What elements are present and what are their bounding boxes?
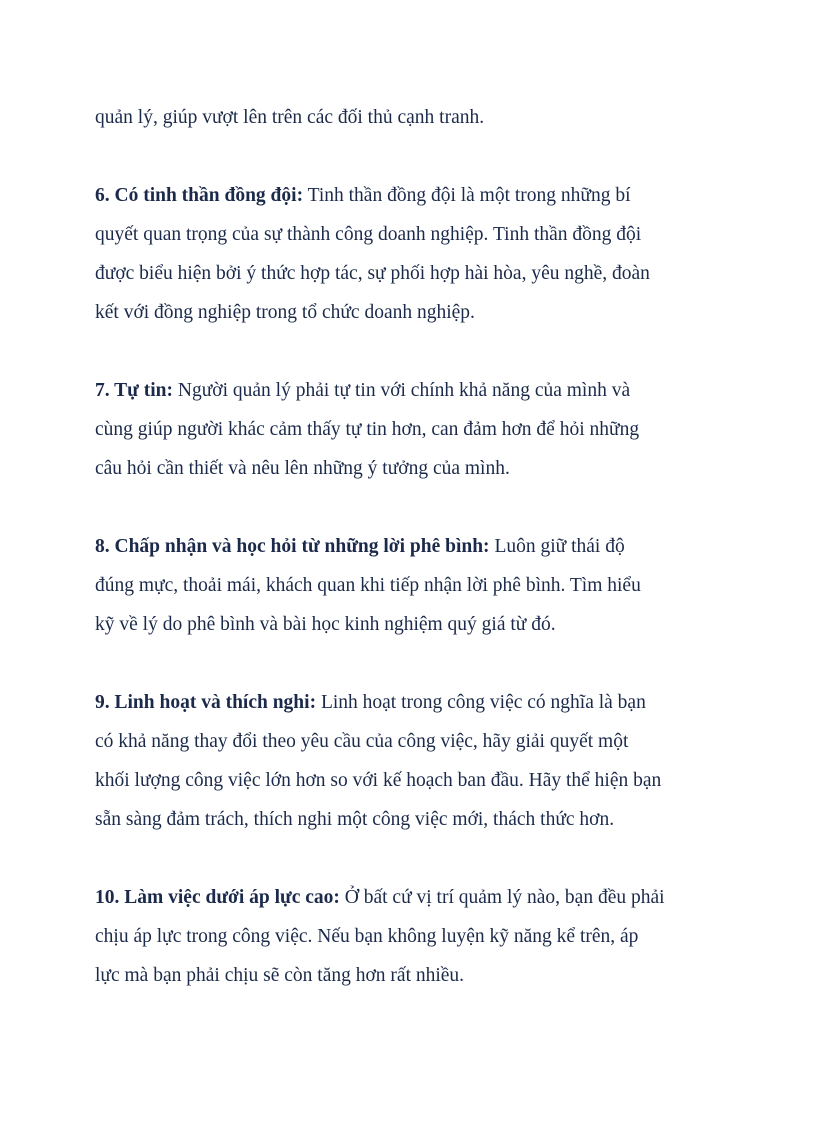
section-line: [95, 527, 735, 566]
intro-line: quản lý, giúp vượt lên trên các đối thủ cạnh tranh.: [95, 107, 485, 128]
section-8-heading: 8. Chấp nhận và học hỏi từ những lời phê bình:: [95, 536, 490, 557]
section-10-paragraph: [95, 878, 735, 995]
section-10-text: Ở bất cứ vị trí quảm lý nào, bạn đều phải: [339, 887, 665, 908]
section-line: [95, 371, 735, 410]
document-body: [95, 98, 735, 1034]
section-line: kỹ về lý do phê bình và bài học kinh nghiệm quý giá từ đó.: [95, 614, 556, 635]
section-8-paragraph: [95, 527, 735, 644]
section-line: [95, 176, 735, 215]
section-line: sẵn sàng đảm trách, thích nghi một công việc mới, thách thức hơn.: [95, 809, 615, 830]
section-line: lực mà bạn phải chịu sẽ còn tăng hơn rất nhiều.: [95, 965, 465, 986]
section-line: [95, 878, 735, 917]
section-line: câu hỏi cần thiết và nêu lên những ý tưởng của mình.: [95, 458, 510, 479]
section-9-paragraph: [95, 683, 735, 839]
section-8-text: Luôn giữ thái độ: [489, 536, 625, 557]
section-line: quyết quan trọng của sự thành công doanh nghiệp. Tinh thần đồng đội: [95, 224, 642, 245]
section-6-heading: 6. Có tinh thần đồng đội:: [95, 185, 304, 206]
section-line: được biểu hiện bởi ý thức hợp tác, sự phối hợp hài hòa, yêu nghề, đoàn: [95, 263, 650, 284]
intro-paragraph: [95, 98, 735, 137]
section-6-paragraph: [95, 176, 735, 332]
section-9-text: Linh hoạt trong công việc có nghĩa là bạn: [316, 692, 646, 713]
section-10-heading: 10. Làm việc dưới áp lực cao:: [95, 887, 340, 908]
section-7-paragraph: [95, 371, 735, 488]
section-line: có khả năng thay đổi theo yêu cầu của công việc, hãy giải quyết một: [95, 731, 629, 752]
section-line: kết với đồng nghiệp trong tổ chức doanh nghiệp.: [95, 302, 475, 323]
section-7-text: Người quản lý phải tự tin với chính khả năng của mình và: [172, 380, 631, 401]
section-line: đúng mực, thoải mái, khách quan khi tiếp nhận lời phê bình. Tìm hiểu: [95, 575, 641, 596]
section-line: [95, 683, 735, 722]
section-7-heading: 7. Tự tin:: [95, 380, 173, 401]
section-9-heading: 9. Linh hoạt và thích nghi:: [95, 692, 317, 713]
section-line: chịu áp lực trong công việc. Nếu bạn không luyện kỹ năng kể trên, áp: [95, 926, 639, 947]
section-6-text: Tinh thần đồng đội là một trong những bí: [303, 185, 631, 206]
section-line: khối lượng công việc lớn hơn so với kế hoạch ban đầu. Hãy thể hiện bạn: [95, 770, 662, 791]
section-line: cùng giúp người khác cảm thấy tự tin hơn, can đảm hơn để hỏi những: [95, 419, 640, 440]
